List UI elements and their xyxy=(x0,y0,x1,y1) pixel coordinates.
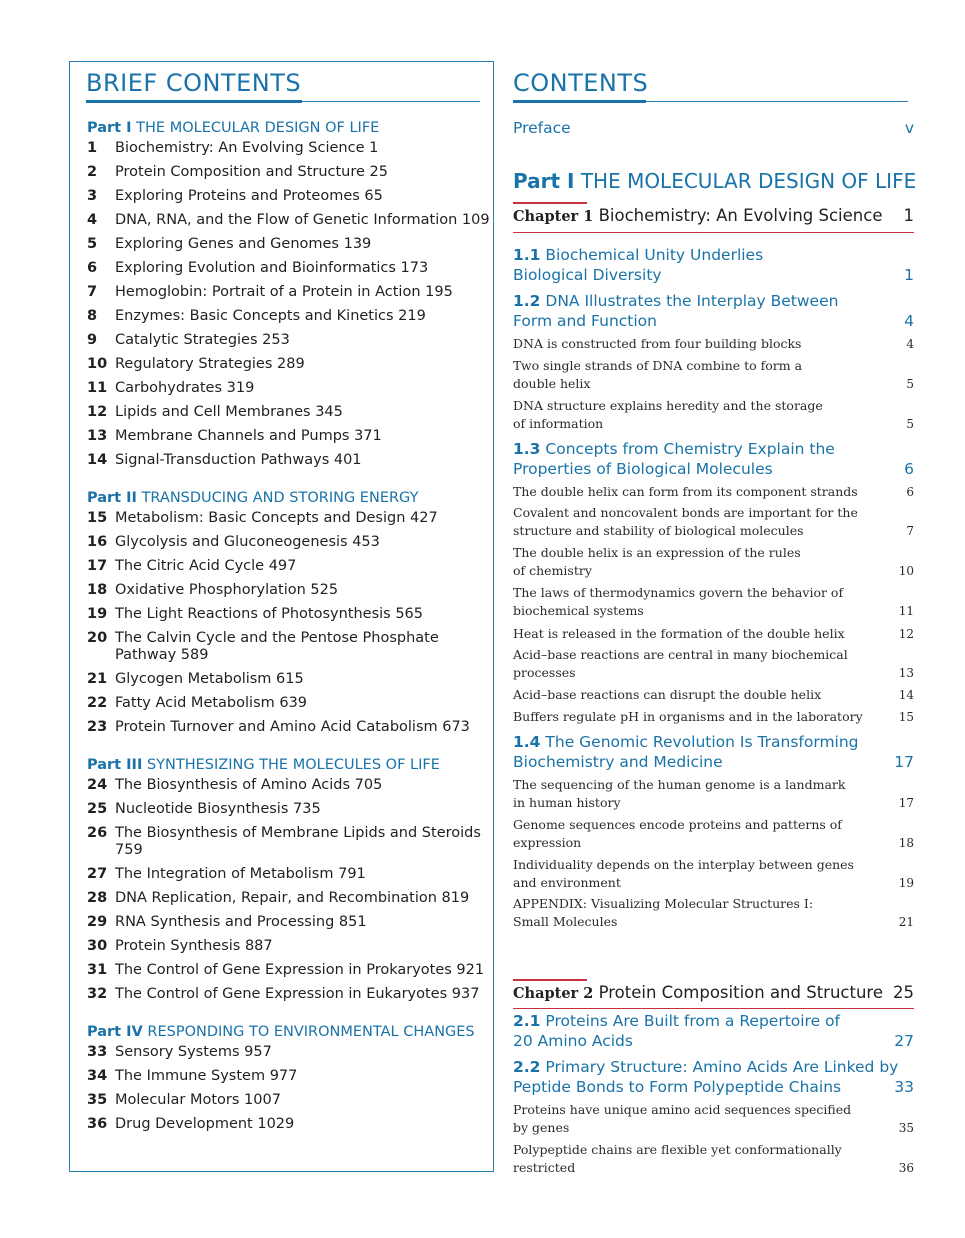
brief-chapter-item[interactable] xyxy=(87,212,497,229)
chapter-title: The Citric Acid Cycle 497 xyxy=(115,558,297,574)
part-gap xyxy=(87,469,497,488)
chapter-1-entry[interactable] xyxy=(513,205,914,227)
chapter-title: Drug Development 1029 xyxy=(115,1116,295,1132)
subsection-title-line1: Polypeptide chains are flexible yet conformationally xyxy=(513,1142,842,1157)
subsection-title-line1: Two single strands of DNA combine to form a xyxy=(513,358,803,373)
chapter-number: 24 xyxy=(87,777,108,793)
preface-entry[interactable] xyxy=(513,118,914,138)
subsection-title-line2: double helix xyxy=(513,376,591,391)
chapter-marker-rule xyxy=(513,202,587,204)
brief-chapter-item[interactable] xyxy=(87,164,497,181)
subsection-title-line1: Covalent and noncovalent bonds are important for the xyxy=(513,505,858,520)
brief-chapter-item[interactable] xyxy=(87,825,497,859)
subsection-title-line1: Genome sequences encode proteins and patterns of xyxy=(513,817,842,832)
chapter-number: 13 xyxy=(87,428,108,444)
brief-chapter-item[interactable] xyxy=(87,558,497,575)
chapter-marker-rule xyxy=(513,979,587,981)
brief-chapter-item[interactable] xyxy=(87,986,497,1003)
brief-chapter-item[interactable] xyxy=(87,284,497,301)
brief-chapter-item[interactable] xyxy=(87,606,497,623)
chapter-number: 23 xyxy=(87,719,108,735)
chapter-title: Glycolysis and Gluconeogenesis 453 xyxy=(115,534,380,550)
brief-part-heading[interactable] xyxy=(87,488,497,508)
part-label: Part IV xyxy=(87,1024,143,1040)
section-title-line1: The Genomic Revolution Is Transforming xyxy=(545,733,859,751)
part-title: TRANSDUCING AND STORING ENERGY xyxy=(141,490,419,506)
chapter-number: 28 xyxy=(87,890,108,906)
brief-chapter-item[interactable] xyxy=(87,428,497,445)
brief-part-heading[interactable] xyxy=(87,1022,497,1042)
subsection-title-line2: processes xyxy=(513,665,576,680)
chapter-title: Exploring Evolution and Bioinformatics 173 xyxy=(115,260,429,276)
brief-chapter-item[interactable] xyxy=(87,1092,497,1109)
chapter-title: Metabolism: Basic Concepts and Design 427 xyxy=(115,510,438,526)
page-number: 21 xyxy=(898,915,914,929)
brief-chapter-item[interactable] xyxy=(87,671,497,688)
part-gap xyxy=(87,736,497,755)
subsection-entry[interactable] xyxy=(513,708,914,726)
chapter-title: Biochemistry: An Evolving Science xyxy=(598,206,883,225)
section-number: 2.1 xyxy=(513,1012,541,1030)
subsection-entry[interactable] xyxy=(513,544,914,580)
subsection-entry[interactable] xyxy=(513,504,914,540)
page-number: 5 xyxy=(906,417,914,431)
chapter-label: Chapter 1 xyxy=(513,208,594,225)
brief-chapter-item[interactable] xyxy=(87,582,497,599)
chapter-title: Sensory Systems 957 xyxy=(115,1044,272,1060)
subsection-entry[interactable] xyxy=(513,646,914,682)
chapter-title: DNA Replication, Repair, and Recombination 819 xyxy=(115,890,470,906)
part-label: Part I xyxy=(87,120,132,136)
chapter-title: Glycogen Metabolism 615 xyxy=(115,671,304,687)
section-title-line2: Biological Diversity xyxy=(513,266,662,284)
brief-part-heading[interactable] xyxy=(87,118,497,138)
chapter-number: 26 xyxy=(87,825,108,841)
subsection-entry[interactable] xyxy=(513,1101,914,1137)
section-title-line1: DNA Illustrates the Interplay Between xyxy=(545,292,839,310)
chapter-number: 4 xyxy=(87,212,98,228)
subsection-title-line1: APPENDIX: Visualizing Molecular Structures I: xyxy=(513,896,814,911)
section-title-line1: Primary Structure: Amino Acids Are Linked by xyxy=(545,1058,899,1076)
chapter-title: The Control of Gene Expression in Eukaryotes 937 xyxy=(115,986,480,1002)
chapter-number: 7 xyxy=(87,284,98,300)
chapter-title: Protein Synthesis 887 xyxy=(115,938,273,954)
brief-chapter-item[interactable] xyxy=(87,260,497,277)
chapter-number: 34 xyxy=(87,1068,108,1084)
chapter-number: 9 xyxy=(87,332,98,348)
subsection-entry[interactable] xyxy=(513,776,914,812)
brief-chapter-item[interactable] xyxy=(87,404,497,421)
chapter-title: Hemoglobin: Portrait of a Protein in Action 195 xyxy=(115,284,453,300)
part-label: Part II xyxy=(87,490,137,506)
part-title: THE MOLECULAR DESIGN OF LIFE xyxy=(580,169,917,193)
chapter-number: 16 xyxy=(87,534,108,550)
chapter-number: 31 xyxy=(87,962,108,978)
subsection-entry[interactable] xyxy=(513,895,914,931)
section-title-line2: Properties of Biological Molecules xyxy=(513,460,773,478)
section-title-line1: Proteins Are Built from a Repertoire of xyxy=(545,1012,840,1030)
brief-chapter-item[interactable] xyxy=(87,777,497,794)
chapter-title: Regulatory Strategies 289 xyxy=(115,356,305,372)
chapter-title: The Light Reactions of Photosynthesis 565 xyxy=(115,606,424,622)
subsection-title-line1: Individuality depends on the interplay between genes xyxy=(513,857,854,872)
chapter-title: Signal-Transduction Pathways 401 xyxy=(115,452,362,468)
brief-contents-list xyxy=(87,118,497,1133)
chapter-title: Protein Turnover and Amino Acid Catabolism 673 xyxy=(115,719,470,735)
subsection-title-line2: Small Molecules xyxy=(513,914,618,929)
subsection-entry[interactable] xyxy=(513,397,914,433)
section-number: 1.4 xyxy=(513,733,541,751)
brief-contents-title: BRIEF CONTENTS xyxy=(86,69,302,97)
page-number: 35 xyxy=(898,1121,914,1135)
page-number: 36 xyxy=(898,1161,914,1175)
part-label: Part I xyxy=(513,169,575,193)
subsection-title-line1: DNA structure explains heredity and the storage xyxy=(513,398,823,413)
brief-chapter-item[interactable] xyxy=(87,801,497,818)
chapter-number: 17 xyxy=(87,558,108,574)
chapter-rule xyxy=(513,1008,914,1009)
part-title: THE MOLECULAR DESIGN OF LIFE xyxy=(136,120,380,136)
page-number: 27 xyxy=(894,1032,914,1050)
chapter-number: 5 xyxy=(87,236,98,252)
chapter-number: 2 xyxy=(87,164,98,180)
brief-chapter-item[interactable] xyxy=(87,308,497,325)
chapter-title: The Biosynthesis of Membrane Lipids and Steroids 759 xyxy=(115,825,481,858)
page-number: 6 xyxy=(906,485,914,499)
section-1-3[interactable] xyxy=(513,439,914,479)
brief-chapter-item[interactable] xyxy=(87,1068,497,1085)
section-2-1[interactable] xyxy=(513,1011,914,1051)
subsection-title-line2: of information xyxy=(513,416,604,431)
section-title-line1: Biochemical Unity Underlies xyxy=(545,246,764,264)
subsection-entry[interactable] xyxy=(513,483,914,501)
brief-chapter-item[interactable] xyxy=(87,1044,497,1061)
chapter-title: Fatty Acid Metabolism 639 xyxy=(115,695,308,711)
section-number: 2.2 xyxy=(513,1058,541,1076)
brief-chapter-item[interactable] xyxy=(87,719,497,736)
chapter-title: The Biosynthesis of Amino Acids 705 xyxy=(115,777,383,793)
page-number: 4 xyxy=(906,337,914,351)
part-title: SYNTHESIZING THE MOLECULES OF LIFE xyxy=(146,757,440,773)
chapter-title: Enzymes: Basic Concepts and Kinetics 219 xyxy=(115,308,426,324)
page-number: 18 xyxy=(898,836,914,850)
page-number: 12 xyxy=(898,627,914,641)
section-2-2[interactable] xyxy=(513,1057,914,1097)
chapter-number: 14 xyxy=(87,452,108,468)
chapter-title: The Integration of Metabolism 791 xyxy=(115,866,366,882)
part-gap xyxy=(87,1003,497,1022)
part-heading xyxy=(513,168,917,194)
section-1-2[interactable] xyxy=(513,291,914,331)
brief-part-heading[interactable] xyxy=(87,755,497,775)
chapter-title: Lipids and Cell Membranes 345 xyxy=(115,404,343,420)
chapter-number: 20 xyxy=(87,630,108,646)
part-label: Part III xyxy=(87,757,143,773)
chapter-number: 25 xyxy=(87,801,108,817)
section-title-line2: Biochemistry and Medicine xyxy=(513,753,723,771)
chapter-number: 36 xyxy=(87,1116,108,1132)
section-number: 1.2 xyxy=(513,292,541,310)
subsection-title-line2: expression xyxy=(513,835,582,850)
page-number: 4 xyxy=(904,312,914,330)
chapter-title: Protein Composition and Structure 25 xyxy=(115,164,389,180)
chapter-title: Catalytic Strategies 253 xyxy=(115,332,290,348)
subsection-title-line2: in human history xyxy=(513,795,621,810)
page-number: 17 xyxy=(894,753,914,771)
contents-title-accent-rule xyxy=(513,100,646,103)
part-title: RESPONDING TO ENVIRONMENTAL CHANGES xyxy=(147,1024,475,1040)
section-title-line2: Form and Function xyxy=(513,312,657,330)
chapter-label: Chapter 2 xyxy=(513,985,594,1002)
chapter-title: Membrane Channels and Pumps 371 xyxy=(115,428,382,444)
subsection-title-line2: and environment xyxy=(513,875,621,890)
subsection-title: Heat is released in the formation of the double helix xyxy=(513,626,845,641)
page-number: 1 xyxy=(904,266,914,284)
subsection-entry[interactable] xyxy=(513,686,914,704)
page-number: 19 xyxy=(898,876,914,890)
chapter-title: Exploring Proteins and Proteomes 65 xyxy=(115,188,383,204)
page-number: 33 xyxy=(894,1078,914,1096)
chapter-number: 10 xyxy=(87,356,108,372)
contents-title: CONTENTS xyxy=(513,69,649,97)
brief-chapter-item[interactable] xyxy=(87,140,497,157)
page-number: 17 xyxy=(898,796,914,810)
brief-chapter-item[interactable] xyxy=(87,510,497,527)
page-number: 1 xyxy=(903,206,914,225)
chapter-number: 33 xyxy=(87,1044,108,1060)
chapter-title: The Calvin Cycle and the Pentose Phosphate Pathway 589 xyxy=(115,630,439,663)
brief-chapter-item[interactable] xyxy=(87,332,497,349)
preface-label: Preface xyxy=(513,119,571,137)
subsection-title: Buffers regulate pH in organisms and in the laboratory xyxy=(513,709,863,724)
subsection-entry[interactable] xyxy=(513,625,914,643)
brief-title-accent-rule xyxy=(86,100,302,103)
brief-chapter-item[interactable] xyxy=(87,236,497,253)
brief-chapter-item[interactable] xyxy=(87,695,497,712)
chapter-number: 21 xyxy=(87,671,108,687)
chapter-number: 11 xyxy=(87,380,108,396)
chapter-number: 27 xyxy=(87,866,108,882)
subsection-title-line2: structure and stability of biological molecules xyxy=(513,523,804,538)
brief-chapter-item[interactable] xyxy=(87,380,497,397)
chapter-number: 18 xyxy=(87,582,108,598)
subsection-title-line1: Acid–base reactions are central in many biochemical xyxy=(513,647,848,662)
subsection-title: DNA is constructed from four building blocks xyxy=(513,336,802,351)
brief-chapter-item[interactable] xyxy=(87,630,497,664)
chapter-title: DNA, RNA, and the Flow of Genetic Information 109 xyxy=(115,212,490,228)
page-number: 7 xyxy=(906,524,914,538)
brief-chapter-item[interactable] xyxy=(87,866,497,883)
brief-chapter-item[interactable] xyxy=(87,356,497,373)
chapter-title: Protein Composition and Structure xyxy=(598,983,883,1002)
chapter-number: 15 xyxy=(87,510,108,526)
page-number: 15 xyxy=(898,710,914,724)
page-number: 10 xyxy=(898,564,914,578)
subsection-title: The double helix can form from its component strands xyxy=(513,484,858,499)
chapter-number: 1 xyxy=(87,140,98,156)
chapter-number: 22 xyxy=(87,695,108,711)
chapter-title: Oxidative Phosphorylation 525 xyxy=(115,582,339,598)
page-number: 14 xyxy=(898,688,914,702)
chapter-2-entry[interactable] xyxy=(513,982,914,1004)
brief-chapter-item[interactable] xyxy=(87,1116,497,1133)
section-1-4[interactable] xyxy=(513,732,914,772)
chapter-title: Nucleotide Biosynthesis 735 xyxy=(115,801,321,817)
chapter-rule xyxy=(513,232,914,233)
page-number: v xyxy=(904,119,914,137)
page-number: 5 xyxy=(906,377,914,391)
chapter-title: Biochemistry: An Evolving Science 1 xyxy=(115,140,379,156)
subsection-title: Acid–base reactions can disrupt the double helix xyxy=(513,687,822,702)
section-title-line2: Peptide Bonds to Form Polypeptide Chains xyxy=(513,1078,842,1096)
page-number: 25 xyxy=(893,983,914,1002)
subsection-entry[interactable] xyxy=(513,856,914,892)
brief-chapter-item[interactable] xyxy=(87,938,497,955)
chapter-title: The Immune System 977 xyxy=(115,1068,298,1084)
chapter-number: 29 xyxy=(87,914,108,930)
section-title-line1: Concepts from Chemistry Explain the xyxy=(545,440,835,458)
subsection-title-line2: biochemical systems xyxy=(513,603,644,618)
section-1-1[interactable] xyxy=(513,245,914,285)
chapter-number: 3 xyxy=(87,188,98,204)
page-number: 6 xyxy=(904,460,914,478)
subsection-entry[interactable] xyxy=(513,335,914,353)
subsection-entry[interactable] xyxy=(513,584,914,620)
subsection-title-line2: restricted xyxy=(513,1160,576,1175)
subsection-entry[interactable] xyxy=(513,816,914,852)
subsection-entry[interactable] xyxy=(513,357,914,393)
chapter-number: 8 xyxy=(87,308,98,324)
chapter-number: 12 xyxy=(87,404,108,420)
brief-chapter-item[interactable] xyxy=(87,452,497,469)
subsection-entry[interactable] xyxy=(513,1141,914,1177)
chapter-number: 6 xyxy=(87,260,98,276)
brief-chapter-item[interactable] xyxy=(87,188,497,205)
page-number: 13 xyxy=(898,666,914,680)
section-number: 1.1 xyxy=(513,246,541,264)
chapter-title: Molecular Motors 1007 xyxy=(115,1092,281,1108)
chapter-title: The Control of Gene Expression in Prokaryotes 921 xyxy=(115,962,485,978)
chapter-number: 32 xyxy=(87,986,108,1002)
chapter-title: Exploring Genes and Genomes 139 xyxy=(115,236,372,252)
chapter-number: 19 xyxy=(87,606,108,622)
brief-chapter-item[interactable] xyxy=(87,890,497,907)
subsection-title-line1: The sequencing of the human genome is a landmark xyxy=(513,777,846,792)
subsection-title-line1: Proteins have unique amino acid sequences specified xyxy=(513,1102,852,1117)
brief-chapter-item[interactable] xyxy=(87,914,497,931)
chapter-title: RNA Synthesis and Processing 851 xyxy=(115,914,367,930)
subsection-title-line2: by genes xyxy=(513,1120,570,1135)
chapter-number: 30 xyxy=(87,938,108,954)
chapter-title: Carbohydrates 319 xyxy=(115,380,255,396)
subsection-title-line1: The laws of thermodynamics govern the behavior of xyxy=(513,585,844,600)
page-number: 11 xyxy=(898,604,914,618)
section-number: 1.3 xyxy=(513,440,541,458)
subsection-title-line1: The double helix is an expression of the rules xyxy=(513,545,801,560)
chapter-number: 35 xyxy=(87,1092,108,1108)
subsection-title-line2: of chemistry xyxy=(513,563,592,578)
brief-chapter-item[interactable] xyxy=(87,534,497,551)
brief-chapter-item[interactable] xyxy=(87,962,497,979)
section-title-line2: 20 Amino Acids xyxy=(513,1032,633,1050)
